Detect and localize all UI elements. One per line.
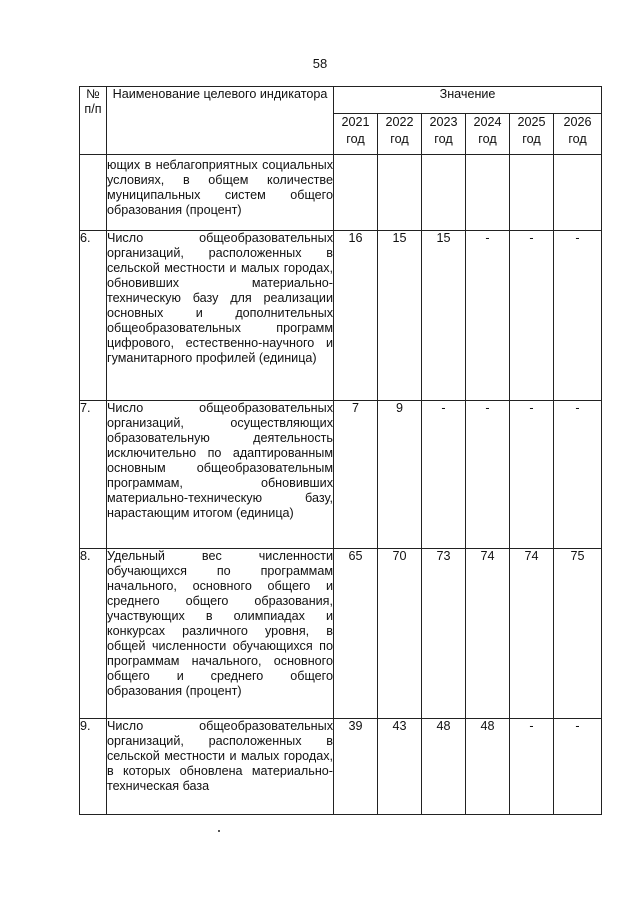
header-num: № п/п — [80, 87, 107, 155]
indicator-value: 16 — [334, 231, 378, 401]
indicator-name: ющих в неблагоприятных социальных условиях, в общем количестве муниципальных систем общего образования (процент) — [107, 155, 334, 231]
indicator-value — [334, 155, 378, 231]
row-num: 9. — [80, 719, 107, 815]
header-year: 2025 год — [510, 114, 554, 155]
page-number: 58 — [312, 56, 328, 71]
indicator-value: 74 — [510, 549, 554, 719]
indicator-value: - — [466, 231, 510, 401]
indicator-value: - — [554, 231, 602, 401]
indicator-value: 73 — [422, 549, 466, 719]
indicator-name: Число общеобразовательных организаций, осуществляющих образовательную деятельность исключительно по адаптированным основным общеобразовательным программам, обновивших материально-техническую базу, нарастающим итогом (единица) — [107, 401, 334, 549]
indicator-value — [378, 155, 422, 231]
indicator-value: 43 — [378, 719, 422, 815]
header-year: 2021 год — [334, 114, 378, 155]
header-year: 2024 год — [466, 114, 510, 155]
indicator-value — [554, 155, 602, 231]
indicator-value — [466, 155, 510, 231]
header-year: 2023 год — [422, 114, 466, 155]
header-row — [80, 87, 602, 114]
indicator-value: 70 — [378, 549, 422, 719]
row-num — [80, 155, 107, 231]
row-num: 8. — [80, 549, 107, 719]
indicator-value: - — [422, 401, 466, 549]
header-year: 2022 год — [378, 114, 422, 155]
table-row — [80, 719, 602, 815]
table-row — [80, 231, 602, 401]
table-row — [80, 549, 602, 719]
indicator-value: 39 — [334, 719, 378, 815]
header-indicator-name: Наименование целевого индикатора — [107, 87, 334, 155]
indicator-name: Число общеобразовательных организаций, расположенных в сельской местности и малых городах, в которых обновлена материально-техническая база — [107, 719, 334, 815]
indicator-value: 15 — [422, 231, 466, 401]
indicator-value: 48 — [466, 719, 510, 815]
header-year: 2026 год — [554, 114, 602, 155]
header-value: Значение — [334, 87, 602, 114]
indicator-value: 48 — [422, 719, 466, 815]
indicator-value: 74 — [466, 549, 510, 719]
indicator-value: 15 — [378, 231, 422, 401]
indicator-value: 9 — [378, 401, 422, 549]
indicator-value: - — [554, 719, 602, 815]
table-row — [80, 155, 602, 231]
indicator-value: - — [466, 401, 510, 549]
table-row — [80, 401, 602, 549]
indicator-value: 7 — [334, 401, 378, 549]
indicator-value: - — [510, 401, 554, 549]
row-num: 7. — [80, 401, 107, 549]
indicator-value: - — [510, 231, 554, 401]
indicator-name: Удельный вес численности обучающихся по программам начального, основного общего и среднего общего образования, участвующих в олимпиадах и конкурсах различного уровня, в общей численности обучающихся по программам начального, основного общего и среднего общего образования (процент) — [107, 549, 334, 719]
scan-dot — [218, 830, 220, 832]
indicator-value: - — [510, 719, 554, 815]
indicator-value: 65 — [334, 549, 378, 719]
indicator-value: - — [554, 401, 602, 549]
indicator-value: 75 — [554, 549, 602, 719]
indicator-value — [510, 155, 554, 231]
indicators-table — [79, 86, 602, 815]
row-num: 6. — [80, 231, 107, 401]
indicator-name: Число общеобразовательных организаций, расположенных в сельской местности и малых городах, обновивших материально-техническую базу для реализации основных и дополнительных общеобразовательных программ цифрового, естественно-научного и гуманитарного профилей (единица) — [107, 231, 334, 401]
indicator-value — [422, 155, 466, 231]
